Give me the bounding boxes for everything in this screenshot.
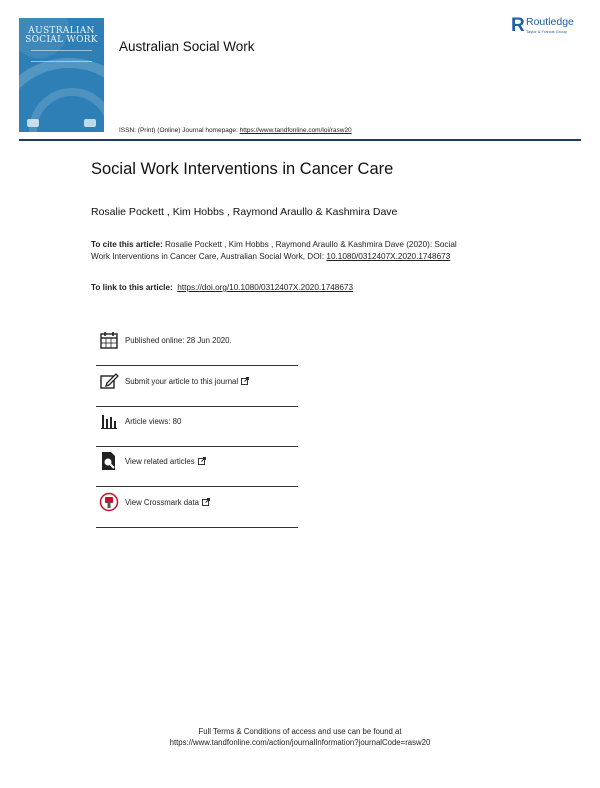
cover-logo-left	[27, 119, 39, 127]
crossmark-item[interactable]	[96, 487, 298, 528]
cover-title: AUSTRALIAN SOCIAL WORK	[25, 26, 98, 45]
cover-logo-right	[84, 119, 96, 127]
article-authors: Rosalie Pockett , Kim Hobbs , Raymond Araullo & Kashmira Dave	[91, 206, 398, 218]
published-online-text: Published online: 28 Jun 2020.	[125, 336, 232, 345]
publisher-logo	[511, 16, 586, 40]
bar-chart-icon	[99, 411, 119, 431]
crossmark-link[interactable]: View Crossmark data	[125, 498, 199, 507]
link-to-article	[91, 283, 353, 292]
article-views-item	[96, 406, 298, 447]
published-online-item	[96, 325, 298, 366]
external-link-icon	[241, 377, 249, 385]
routledge-r-icon: R	[511, 15, 525, 36]
submit-article-item[interactable]	[96, 366, 298, 407]
related-articles-item[interactable]	[96, 446, 298, 487]
search-document-icon	[99, 451, 119, 471]
journal-cover	[19, 18, 104, 132]
article-views-text: Article views: 80	[125, 417, 182, 426]
header-divider	[19, 139, 581, 141]
journal-homepage-link[interactable]: https://www.tandfonline.com/loi/rasw20	[239, 127, 352, 134]
edit-icon	[99, 371, 119, 391]
terms-link[interactable]: https://www.tandfonline.com/action/journalInformation?journalCode=rasw20	[169, 738, 431, 747]
journal-title: Australian Social Work	[119, 39, 255, 54]
calendar-icon	[99, 330, 119, 350]
article-doi-link[interactable]: https://doi.org/10.1080/0312407X.2020.1748673	[177, 283, 354, 292]
external-link-icon	[198, 457, 206, 465]
citation-label: To cite this article:	[91, 240, 163, 249]
crossmark-icon	[99, 492, 119, 512]
publisher-tagline: Taylor & Francis Group	[526, 29, 567, 34]
link-label: To link to this article:	[91, 283, 173, 292]
publisher-name: Routledge	[526, 16, 574, 28]
issn-text: ISSN: (Print) (Online) Journal homepage:	[119, 127, 240, 134]
terms-line: Full Terms & Conditions of access and use can be found at	[198, 727, 402, 736]
citation-text: Rosalie Pockett , Kim Hobbs , Raymond Araullo & Kashmira Dave (2020): Social Work Interventions in Cancer Care, Australian Social Work, DOI:	[91, 240, 457, 261]
submit-article-link[interactable]: Submit your article to this journal	[125, 377, 239, 386]
article-title: Social Work Interventions in Cancer Care	[91, 160, 394, 178]
external-link-icon	[202, 498, 210, 506]
citation-block	[91, 239, 471, 263]
issn-line	[119, 127, 352, 134]
related-articles-link[interactable]: View related articles	[125, 457, 195, 466]
cover-subtitle-band	[31, 50, 92, 62]
citation-doi-link[interactable]: 10.1080/0312407X.2020.1748673	[326, 252, 451, 261]
